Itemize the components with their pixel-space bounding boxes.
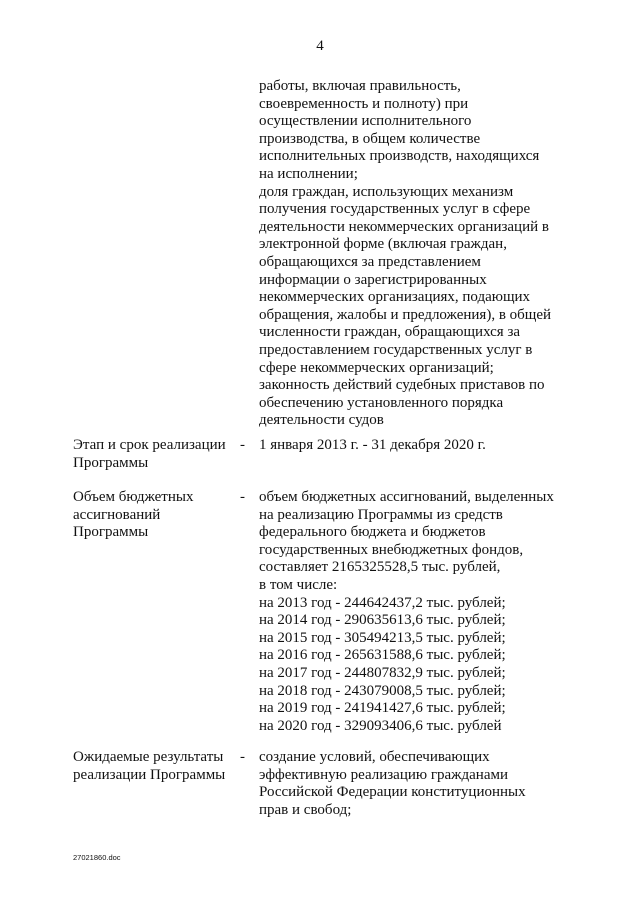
label-line: Ожидаемые результаты (73, 749, 224, 765)
text-line: объем бюджетных ассигнований, выделенных (259, 489, 554, 505)
text-line: обеспечению установленного порядка (259, 394, 504, 411)
label-line: Этап и срок реализации (73, 437, 226, 453)
label-line: Программы (73, 454, 149, 471)
text-line: на исполнении; (259, 165, 358, 182)
expected-results-label (73, 749, 233, 784)
text-line: обращения, жалобы и предложения), в общей (259, 306, 552, 323)
budget-year-line: на 2013 год - 244642437,2 тыс. рублей; (259, 594, 506, 611)
text-line: прав и свобод; (259, 801, 352, 818)
text-line: исполнительных производств, находящихся (259, 148, 540, 165)
intro-text (259, 78, 589, 430)
text-line: своевременность и полноту) при (259, 95, 469, 112)
text-line: обращающихся за представлением (259, 253, 481, 270)
budget-year-line: на 2016 год - 265631588,6 тыс. рублей; (259, 647, 506, 664)
label-line: ассигнований (73, 506, 161, 523)
separator-dash: - (240, 749, 245, 765)
label-line: Программы (73, 524, 149, 541)
text-line: получения государственных услуг в сфере (259, 201, 531, 218)
text-line: 1 января 2013 г. - 31 декабря 2020 г. (259, 437, 486, 453)
stage-period-text (259, 437, 589, 455)
budget-year-line: на 2014 год - 290635613,6 тыс. рублей; (259, 612, 506, 629)
separator-dash: - (240, 437, 245, 453)
budget-year-line: на 2019 год - 241941427,6 тыс. рублей; (259, 700, 506, 717)
text-line: предоставлением государственных услуг в (259, 341, 533, 358)
label-line: реализации Программы (73, 766, 226, 783)
text-line: составляет 2165325528,5 тыс. рублей, (259, 559, 501, 576)
text-line: на реализацию Программы из средств (259, 506, 503, 523)
text-line: деятельности некоммерческих организаций в (259, 218, 549, 235)
text-line: информации о зарегистрированных (259, 271, 487, 288)
text-line: сфере некоммерческих организаций; (259, 359, 494, 376)
budget-text (259, 489, 589, 735)
text-line: деятельности судов (259, 412, 384, 429)
budget-label (73, 489, 233, 542)
budget-year-line: на 2015 год - 305494213,5 тыс. рублей; (259, 629, 506, 646)
text-line: осуществлении исполнительного (259, 113, 472, 130)
expected-results-text (259, 749, 589, 819)
text-line: законность действий судебных приставов по (259, 377, 545, 394)
text-line: некоммерческих организациях, подающих (259, 289, 531, 306)
text-line: работы, включая правильность, (259, 78, 461, 94)
label-line: Объем бюджетных (73, 489, 194, 505)
page-number: 4 (316, 38, 324, 54)
text-line: эффективную реализацию гражданами (259, 766, 509, 783)
text-line: Российской Федерации конституционных (259, 784, 526, 801)
budget-year-line: на 2020 год - 329093406,6 тыс. рублей (259, 717, 502, 734)
text-line: доля граждан, использующих механизм (259, 183, 514, 200)
separator-dash: - (240, 489, 245, 505)
stage-period-label (73, 437, 233, 472)
text-line: федерального бюджета и бюджетов (259, 524, 486, 541)
text-line: производства, в общем количестве (259, 130, 481, 147)
budget-year-line: на 2017 год - 244807832,9 тыс. рублей; (259, 664, 506, 681)
text-line: численности граждан, обращающихся за (259, 324, 521, 341)
file-name-footer: 27021860.doc (73, 853, 121, 862)
text-line: электронной форме (включая граждан, (259, 236, 507, 253)
text-line: государственных внебюджетных фондов, (259, 541, 524, 558)
text-line: создание условий, обеспечивающих (259, 749, 490, 765)
budget-year-line: на 2018 год - 243079008,5 тыс. рублей; (259, 682, 506, 699)
text-line: в том числе: (259, 576, 338, 593)
